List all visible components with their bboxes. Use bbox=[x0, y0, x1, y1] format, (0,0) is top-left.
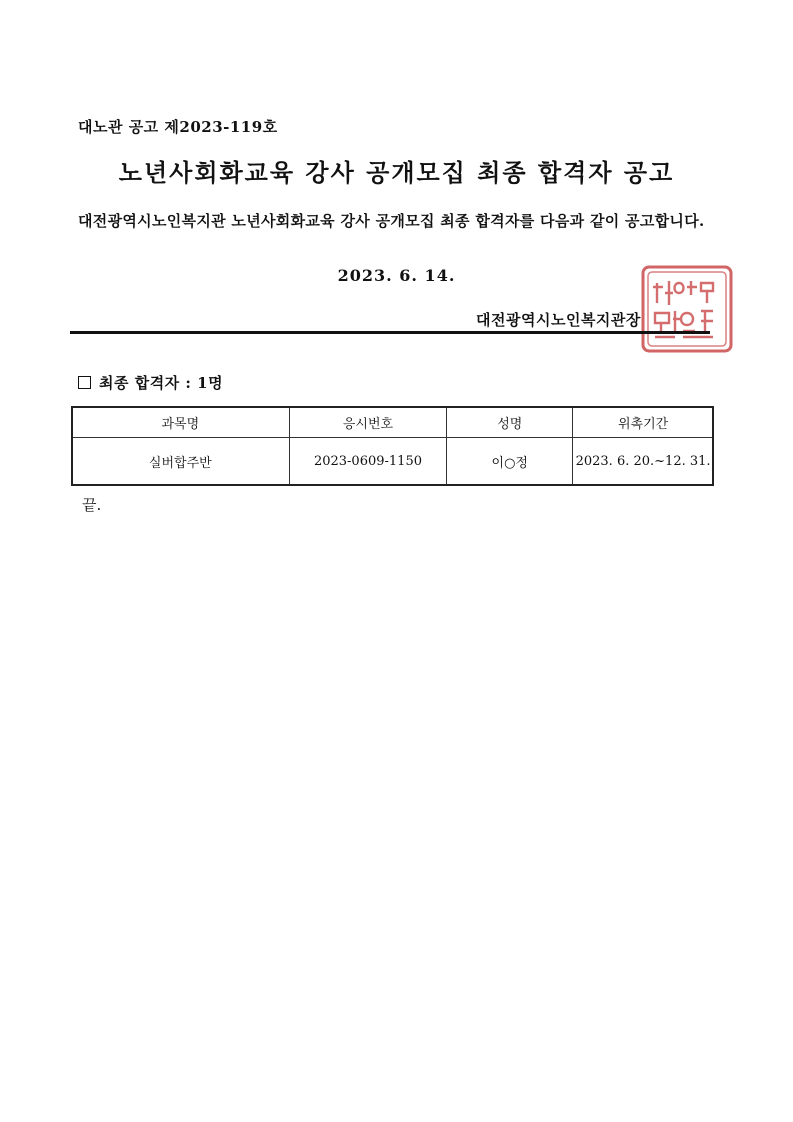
header-name: 성명 bbox=[447, 407, 573, 438]
results-table bbox=[71, 406, 714, 486]
notice-number: 대노관 공고 제2023-119호 bbox=[78, 118, 278, 136]
issue-date: 2023. 6. 14. bbox=[337, 266, 456, 285]
cell-exam-number: 2023-0609-1150 bbox=[289, 438, 447, 486]
section-title-text: 최종 합격자 : 1명 bbox=[99, 374, 224, 392]
signer-name: 대전광역시노인복지관장 bbox=[476, 311, 641, 329]
table-header-row bbox=[72, 407, 714, 438]
header-exam-number: 응시번호 bbox=[289, 407, 447, 438]
divider-rule bbox=[70, 331, 710, 334]
cell-name: 이○정 bbox=[447, 438, 573, 486]
body-text: 대전광역시노인복지관 노년사회화교육 강사 공개모집 최종 합격자를 다음과 같이 공고합니다. bbox=[78, 212, 705, 230]
section-title bbox=[78, 372, 223, 393]
document-title: 노년사회화교육 강사 공개모집 최종 합격자 공고 bbox=[118, 158, 675, 187]
table-row bbox=[72, 438, 714, 486]
header-subject: 과목명 bbox=[72, 407, 290, 438]
checkbox-icon bbox=[78, 376, 91, 389]
official-seal bbox=[639, 263, 735, 355]
cell-subject: 실버합주반 bbox=[72, 438, 290, 486]
cell-term: 2023. 6. 20.~12. 31. bbox=[573, 438, 714, 486]
end-mark: 끝. bbox=[82, 496, 102, 514]
header-term: 위촉기간 bbox=[573, 407, 714, 438]
